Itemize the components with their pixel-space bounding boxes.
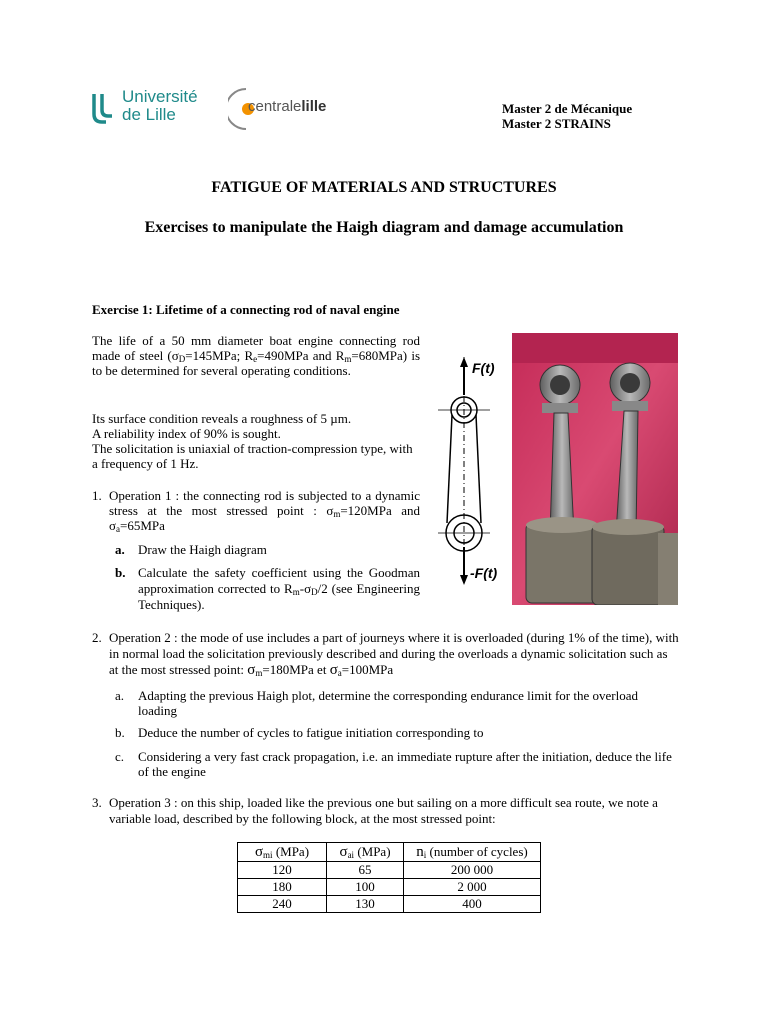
op2-sub-c: Considering a very fast crack propagation, i.e. an immediate rupture after the initiation, deduce the life of the engine	[138, 749, 672, 779]
table-row	[238, 896, 541, 913]
op2-number: 2.	[92, 630, 102, 645]
master-line-2: Master 2 STRAINS	[502, 116, 611, 131]
surface-condition: Its surface condition reveals a roughness of 5 µm. A reliability index of 90% is sought. The solicitation is uniaxial of traction-compression type, with a frequency of 1 Hz.	[92, 411, 413, 471]
table-row	[238, 879, 541, 896]
table-cell: 400	[404, 896, 541, 913]
force-label-top: F(t)	[472, 360, 495, 376]
table-cell: 130	[327, 896, 404, 913]
table-cell: 240	[238, 896, 327, 913]
lille-text: lille	[301, 98, 327, 115]
op1-sub-b: Calculate the safety coefficient using the Goodman approximation corrected to $R_m-\sigma_D/2$ (see Engineering Techniques).	[138, 565, 420, 612]
col-cycles: $n_i$ (number of cycles)	[404, 843, 541, 862]
op2-sub-b-label: b.	[115, 725, 125, 740]
ulille-line2: de Lille	[122, 105, 176, 124]
exercise-1-title: Exercise 1: Lifetime of a connecting rod of naval engine	[92, 302, 400, 317]
force-label-bottom: -F(t)	[470, 565, 498, 581]
connecting-rod-diagram	[438, 355, 510, 590]
master-line-1: Master 2 de Mécanique	[502, 101, 633, 116]
connecting-rods-photo	[512, 333, 678, 605]
table-row	[238, 862, 541, 879]
page-subtitle: Exercises to manipulate the Haigh diagram and damage accumulation	[144, 219, 624, 236]
table-header-row	[238, 843, 541, 862]
op3-number: 3.	[92, 795, 102, 810]
table-cell: 65	[327, 862, 404, 879]
ulille-line1: Université	[122, 87, 198, 106]
op1-sub-a-label: a.	[115, 542, 125, 557]
col-sigma-ai: $\sigma_{ai}$ (MPa)	[327, 843, 404, 862]
operation-2-text: Operation 2 : the mode of use includes a part of journeys where it is overloaded (during 1% of the time), with in normal load the solicitation previously described and during the overloads a dynamic solicitation such as at the most stressed point: $\sigma_m=180MPa$ et $\sigma_a=100MPa$	[109, 630, 679, 678]
centrale-lille-logo	[228, 86, 358, 132]
op1-sub-a: Draw the Haigh diagram	[138, 542, 267, 557]
op2-sub-c-label: c.	[115, 749, 125, 764]
load-block-table	[237, 842, 541, 913]
op2-sub-b: Deduce the number of cycles to fatigue initiation corresponding to	[138, 725, 484, 740]
op2-sub-a-label: a.	[115, 688, 125, 703]
col-sigma-mi: $\sigma_{mi}$ (MPa)	[238, 843, 327, 862]
page-title: FATIGUE OF MATERIALS AND STRUCTURES	[211, 179, 557, 196]
op1-sub-b-label: b.	[115, 565, 126, 580]
centrale-text: centrale	[248, 98, 302, 115]
exercise-intro: The life of a 50 mm diameter boat engine connecting rod made of steel ($\sigma_D=145MPa$; $R_e=490MPa$ and $R_m=680MPa$) is to be determined for several operating conditions.	[92, 333, 420, 378]
table-cell: 180	[238, 879, 327, 896]
table-cell: 120	[238, 862, 327, 879]
table-cell: 100	[327, 879, 404, 896]
operation-1-text: Operation 1 : the connecting rod is subjected to a dynamic stress at the most stressed point : $\sigma_m=120MPa$ and $\sigma_a=65MPa$	[109, 488, 420, 534]
operation-3-text: Operation 3 : on this ship, loaded like the previous one but sailing on a more difficult sea route, we note a variable load, described by the following block, at the most stressed point:	[109, 795, 658, 826]
table-cell: 2 000	[404, 879, 541, 896]
op2-sub-a: Adapting the previous Haigh plot, determine the corresponding endurance limit for the overload loading	[138, 688, 638, 718]
universite-de-lille-logo	[92, 88, 217, 130]
op1-number: 1.	[92, 488, 102, 503]
table-cell: 200 000	[404, 862, 541, 879]
master-info	[502, 101, 632, 131]
ulille-mark-icon	[92, 92, 118, 124]
